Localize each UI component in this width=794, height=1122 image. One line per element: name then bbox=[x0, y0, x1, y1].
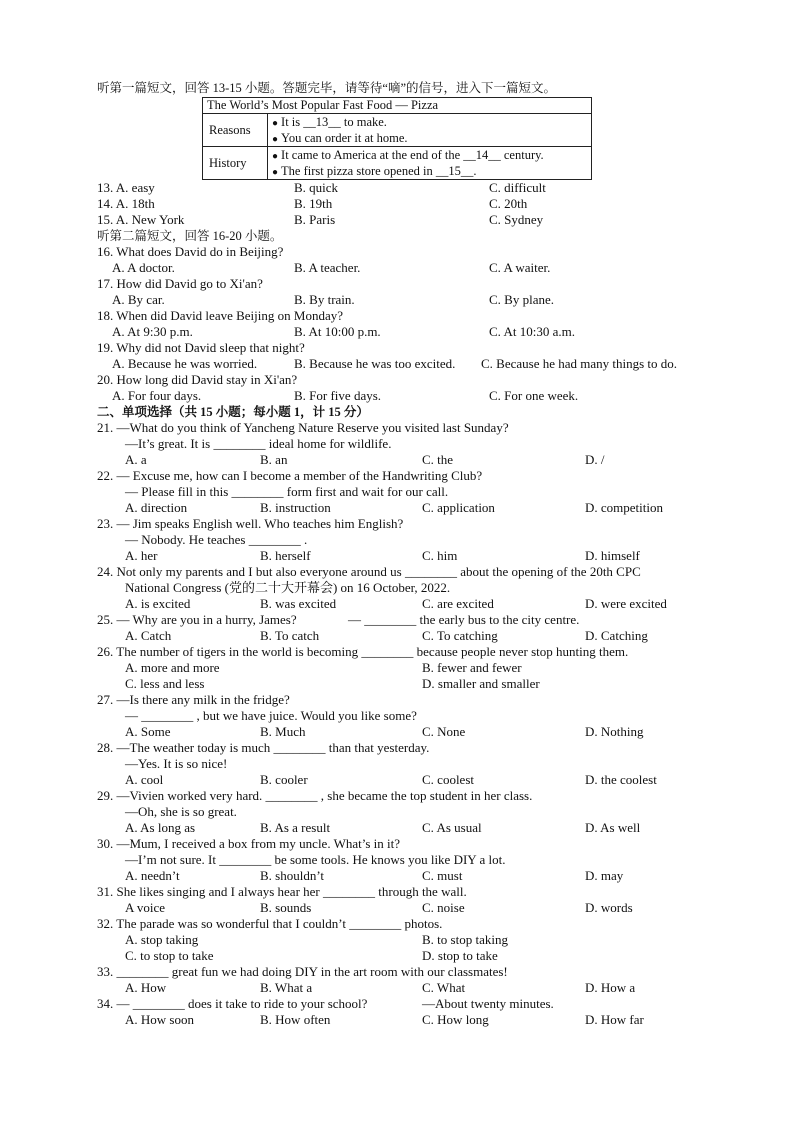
section-3-heading: 二、单项选择（共 15 小题；每小题 1，计 15 分） bbox=[97, 405, 369, 419]
question-32-options-row1: A. stop taking B. to stop taking bbox=[125, 932, 508, 947]
question-30-reply: —I’m not sure. It ________ be some tools. He knows you like DIY a lot. bbox=[125, 852, 506, 867]
question-18-stem: 18. When did David leave Beijing on Monday? bbox=[97, 308, 343, 323]
bullet-icon: ● bbox=[272, 118, 279, 129]
question-27-reply: — ________ , but we have juice. Would you like some? bbox=[125, 708, 417, 723]
question-17-stem: 17. How did David go to Xi'an? bbox=[97, 276, 263, 291]
question-29-reply: —Oh, she is so great. bbox=[125, 804, 237, 819]
question-20-stem: 20. How long did David stay in Xi'an? bbox=[97, 372, 298, 387]
table-row bbox=[203, 147, 592, 180]
question-22-stem: 22. — Excuse me, how can I become a member of the Handwriting Club? bbox=[97, 468, 483, 483]
question-30-options: A. needn’t B. shouldn’t C. must D. may bbox=[125, 868, 624, 883]
question-18-options: A. At 9:30 p.m. B. At 10:00 p.m. C. At 10:30 a.m. bbox=[112, 324, 575, 339]
question-25-options: A. Catch B. To catch C. To catching D. Catching bbox=[125, 628, 648, 643]
question-31-options: A voice B. sounds C. noise D. words bbox=[125, 900, 633, 915]
question-21-options: A. a B. an C. the D. / bbox=[125, 452, 605, 467]
question-17-options: A. By car. B. By train. C. By plane. bbox=[112, 292, 554, 307]
question-31-stem: 31. She likes singing and I always hear her ________ through the wall. bbox=[97, 884, 467, 899]
question-21-reply: —It’s great. It is ________ ideal home for wildlife. bbox=[125, 436, 392, 451]
table-row-label: History bbox=[203, 147, 268, 180]
section-intro-text: 听第一篇短文，回答 13-15 小题。答题完毕，请等待“嘀”的信号，进入下一篇短文。 bbox=[97, 81, 557, 95]
question-27-options: A. Some B. Much C. None D. Nothing bbox=[125, 724, 644, 739]
question-22-options: A. direction B. instruction C. application D. competition bbox=[125, 500, 663, 515]
question-26-options-row2: C. less and less D. smaller and smaller bbox=[125, 676, 540, 691]
question-28-reply: —Yes. It is so nice! bbox=[125, 756, 228, 771]
question-30-stem: 30. —Mum, I received a box from my uncle. What’s in it? bbox=[97, 836, 401, 851]
pizza-table bbox=[202, 97, 592, 180]
table-title: The World’s Most Popular Fast Food — Pizza bbox=[203, 98, 592, 114]
question-19-stem: 19. Why did not David sleep that night? bbox=[97, 340, 305, 355]
question-15: 15. A. New York B. Paris C. Sydney bbox=[97, 212, 544, 227]
table-row-items: ● It came to America at the end of the __14__ century. ● The first pizza store opened in __15__. bbox=[268, 147, 592, 180]
question-20-options: A. For four days. B. For five days. C. For one week. bbox=[112, 388, 579, 403]
question-29-options: A. As long as B. As a result C. As usual D. As well bbox=[125, 820, 641, 835]
question-33-options: A. How B. What a C. What D. How a bbox=[125, 980, 636, 995]
question-24-stem: 24. Not only my parents and I but also everyone around us ________ about the opening of the 20th CPC bbox=[97, 564, 641, 579]
question-26-options-row1: A. more and more B. fewer and fewer bbox=[125, 660, 522, 675]
question-29-stem: 29. —Vivien worked very hard. ________ , she became the top student in her class. bbox=[97, 788, 533, 803]
bullet-icon: ● bbox=[272, 167, 279, 178]
question-23-options: A. her B. herself C. him D. himself bbox=[125, 548, 640, 563]
question-27-stem: 27. —Is there any milk in the fridge? bbox=[97, 692, 290, 707]
question-34-options: A. How soon B. How often C. How long D. How far bbox=[125, 1012, 644, 1027]
question-28-options: A. cool B. cooler C. coolest D. the coolest bbox=[125, 772, 657, 787]
question-26-stem: 26. The number of tigers in the world is becoming ________ because people never stop hunting them. bbox=[97, 644, 629, 659]
table-row-label: Reasons bbox=[203, 114, 268, 147]
question-21-stem: 21. —What do you think of Yancheng Nature Reserve you visited last Sunday? bbox=[97, 420, 509, 435]
table-row-items: ● It is __13__ to make. ● You can order it at home. bbox=[268, 114, 592, 147]
question-14: 14. A. 18th B. 19th C. 20th bbox=[97, 196, 528, 211]
question-22-reply: — Please fill in this ________ form first and wait for our call. bbox=[125, 484, 449, 499]
question-28-stem: 28. —The weather today is much ________ than that yesterday. bbox=[97, 740, 430, 755]
question-19-options: A. Because he was worried. B. Because he was too excited. C. Because he had many things to do. bbox=[112, 356, 678, 371]
table-row bbox=[203, 114, 592, 147]
question-16-stem: 16. What does David do in Beijing? bbox=[97, 244, 284, 259]
question-24-options: A. is excited B. was excited C. are excited D. were excited bbox=[125, 596, 667, 611]
question-23-reply: — Nobody. He teaches ________ . bbox=[125, 532, 308, 547]
question-33-stem: 33. ________ great fun we had doing DIY in the art room with our classmates! bbox=[97, 964, 508, 979]
question-23-stem: 23. — Jim speaks English well. Who teaches him English? bbox=[97, 516, 404, 531]
section-2-heading: 听第二篇短文，回答 16-20 小题。 bbox=[97, 229, 283, 243]
bullet-icon: ● bbox=[272, 134, 279, 145]
question-24-stem-cont: National Congress (党的二十大开幕会) on 16 October, 2022. bbox=[125, 580, 451, 595]
question-25-stem: 25. — Why are you in a hurry, James? — ________ the early bus to the city centre. bbox=[97, 612, 580, 627]
question-34-stem: 34. — ________ does it take to ride to your school? —About twenty minutes. bbox=[97, 996, 554, 1011]
question-32-options-row2: C. to stop to take D. stop to take bbox=[125, 948, 498, 963]
bullet-icon: ● bbox=[272, 151, 279, 162]
question-32-stem: 32. The parade was so wonderful that I couldn’t ________ photos. bbox=[97, 916, 443, 931]
question-16-options: A. A doctor. B. A teacher. C. A waiter. bbox=[112, 260, 551, 275]
question-13: 13. A. easy B. quick C. difficult bbox=[97, 180, 546, 195]
